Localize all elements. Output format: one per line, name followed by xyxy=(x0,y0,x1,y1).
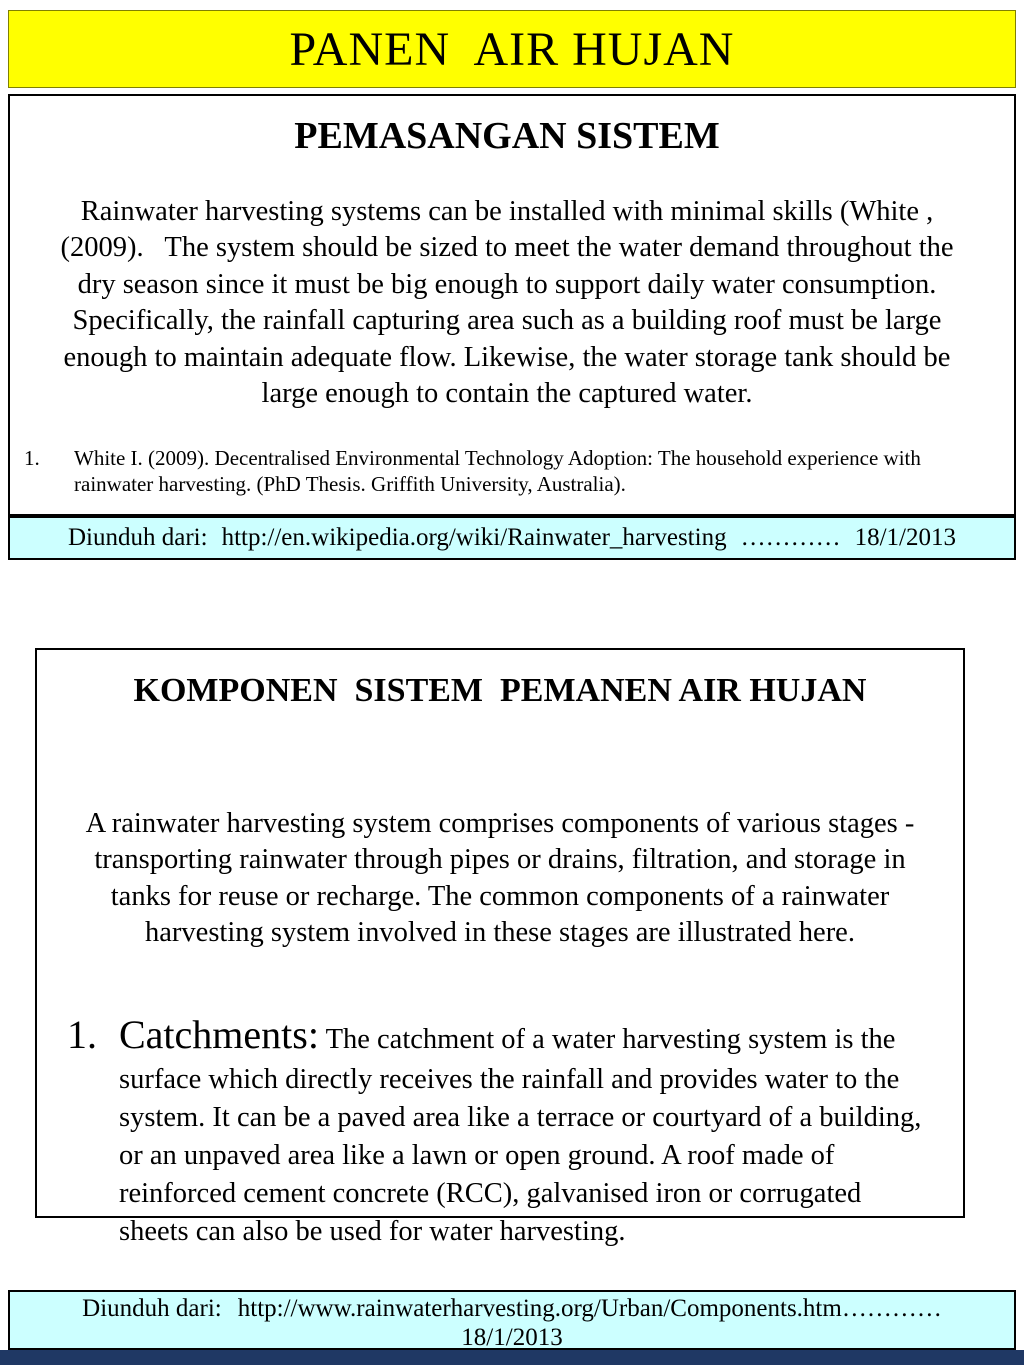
bottom-navy-strip xyxy=(0,1350,1024,1365)
source-bar-rainwaterharvesting xyxy=(8,1290,1016,1350)
list-item-content xyxy=(119,1008,933,1251)
source1-url: http://en.wikipedia.org/wiki/Rainwater_harvesting xyxy=(221,524,727,551)
list-item-number: 1. xyxy=(67,1011,97,1057)
section1-heading: PEMASANGAN SISTEM xyxy=(294,115,720,157)
section1-body: Rainwater harvesting systems can be installed with minimal skills (White , (2009). The system should be sized to meet the water demand throughout the dry season since it must be big enough to support daily water consumption. Specifically, the rainfall capturing area such as a building roof must be large enough to maintain adequate flow. Likewise, the water storage tank should be large enough to contain the captured water. xyxy=(60,196,961,410)
section-komponen-sistem xyxy=(35,648,965,1247)
source-bar-wikipedia xyxy=(8,516,1016,560)
list-item-title: Catchments: xyxy=(119,1011,319,1057)
reference-item xyxy=(24,445,990,498)
reference-text: White I. (2009). Decentralised Environmental Technology Adoption: The household experience with rainwater harvesting. (PhD Thesis. Griffith University, Australia). xyxy=(74,445,921,497)
source1-dots: ………… xyxy=(740,524,841,551)
slide-title: PANEN AIR HUJAN xyxy=(289,22,735,76)
slide-title-banner xyxy=(8,10,1016,88)
section2-heading: KOMPONEN SISTEM PEMANEN AIR HUJAN xyxy=(133,672,867,709)
source1-date: 18/1/2013 xyxy=(854,524,956,551)
source2-line1 xyxy=(10,1295,1014,1324)
list-item-text: The catchment of a water harvesting system is the surface which directly receives the rainfall and provides water to the system. It can be a paved area like a terrace or courtyard of a building, or an unpaved area like a lawn or open ground. A roof made of reinforced cement concrete (RCC), galvanised iron or corrugated sheets can also be used for water harvesting. xyxy=(119,1023,922,1247)
section2-body: A rainwater harvesting system comprises components of various stages - transporting rainwater through pipes or drains, filtration, and storage in tanks for reuse or recharge. The common components of a rainwater harvesting system involved in these stages are illustrated here. xyxy=(85,808,922,949)
source1-label: Diunduh dari: xyxy=(68,524,208,551)
source2-url: http://www.rainwaterharvesting.org/Urban/Components.htm………… xyxy=(237,1295,942,1322)
source2-date: 18/1/2013 xyxy=(461,1323,563,1351)
section-pemasangan-sistem xyxy=(8,94,1016,516)
source2-label: Diunduh dari: xyxy=(82,1295,222,1322)
reference-number: 1. xyxy=(24,445,40,470)
list-item-catchments xyxy=(67,1008,933,1251)
